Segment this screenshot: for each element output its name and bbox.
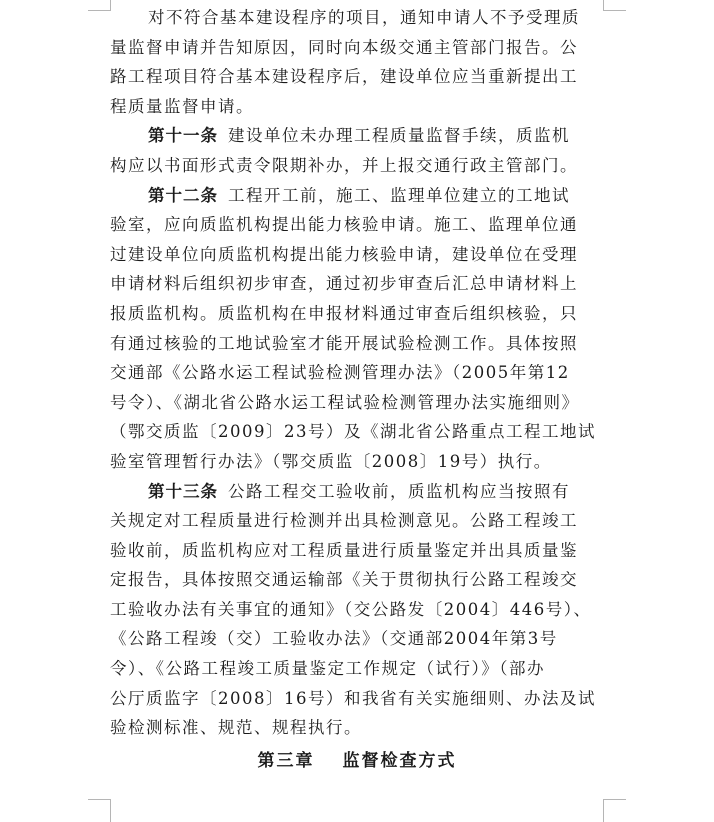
text-line: 量监督申请并告知原因，同时向本级交通主管部门报告。公 <box>110 37 578 57</box>
article-13-first-line <box>110 477 604 507</box>
text-line: 过建设单位向质监机构提出能力核验申请，建设单位在受理 <box>110 244 578 264</box>
chapter-title: 监督检查方式 <box>342 751 457 771</box>
crop-mark-top-left <box>88 0 111 11</box>
crop-mark-bottom-left <box>88 799 111 822</box>
text-line: 对不符合基本建设程序的项目，通知申请人不予受理质 <box>148 8 580 27</box>
text-line: 路工程项目符合基本建设程序后，建设单位应当重新提出工 <box>110 67 578 87</box>
article-12-first-line <box>110 181 604 211</box>
text-line: 报质监机构。质监机构在申报材料通过审查后组织核验，只 <box>110 303 578 323</box>
article-11-first-line <box>110 121 604 151</box>
text-line: 定报告，具体按照交通运输部《关于贯彻执行公路工程竣交 <box>110 570 578 590</box>
article-12-title: 第十二条 <box>148 185 218 205</box>
article-11-title: 第十一条 <box>148 126 218 146</box>
text-line: （鄂交质监〔2009〕23号）及《湖北省公路重点工程工地试 <box>110 422 596 442</box>
crop-mark-bottom-right <box>603 799 626 822</box>
text-line: 工验收办法有关事宜的通知》（交公路发〔2004〕446号）、 <box>110 599 592 619</box>
text-line: 建设单位未办理工程质量监督手续，质监机 <box>228 126 570 146</box>
text-line: 公路工程交工验收前，质监机构应当按照有 <box>228 481 570 501</box>
document-body <box>110 3 604 743</box>
text-line: 验检测标准、规范、规程执行。 <box>110 718 362 738</box>
chapter-number: 第三章 <box>257 751 315 771</box>
text-line: 程质量监督申请。 <box>110 96 254 116</box>
text-line: 《公路工程竣（交）工验收办法》（交通部2004年第3号 <box>110 629 558 649</box>
text-line: 公厅质监字〔2008〕16号）和我省有关实施细则、办法及试 <box>110 688 596 708</box>
crop-mark-top-right <box>603 0 626 11</box>
text-line: 号令）、《湖北省公路水运工程试验检测管理办法实施细则》 <box>110 392 580 412</box>
article-13-title: 第十三条 <box>148 481 218 501</box>
text-line: 申请材料后组织初步审查，通过初步审查后汇总申请材料上 <box>110 274 578 294</box>
text-line: 有通过核验的工地试验室才能开展试验检测工作。具体按照 <box>110 333 578 353</box>
text-line: 验收前，质监机构应对工程质量进行质量鉴定并出具质量鉴 <box>110 540 578 560</box>
text-line: 验室，应向质监机构提出能力核验申请。施工、监理单位通 <box>110 215 578 235</box>
chapter-heading <box>0 746 714 771</box>
text-line: 关规定对工程质量进行检测并出具检测意见。公路工程竣工 <box>110 511 578 531</box>
text-line: 验室管理暂行办法》（鄂交质监〔2008〕19号）执行。 <box>110 451 552 471</box>
text-line: 构应以书面形式责令限期补办，并上报交通行政主管部门。 <box>110 155 578 175</box>
text-line: 交通部《公路水运工程试验检测管理办法》（2005年第12 <box>110 363 570 383</box>
text-line: 令）、《公路工程竣工质量鉴定工作规定（试行）》（部办 <box>110 659 545 679</box>
text-line: 工程开工前，施工、监理单位建立的工地试 <box>228 185 570 205</box>
